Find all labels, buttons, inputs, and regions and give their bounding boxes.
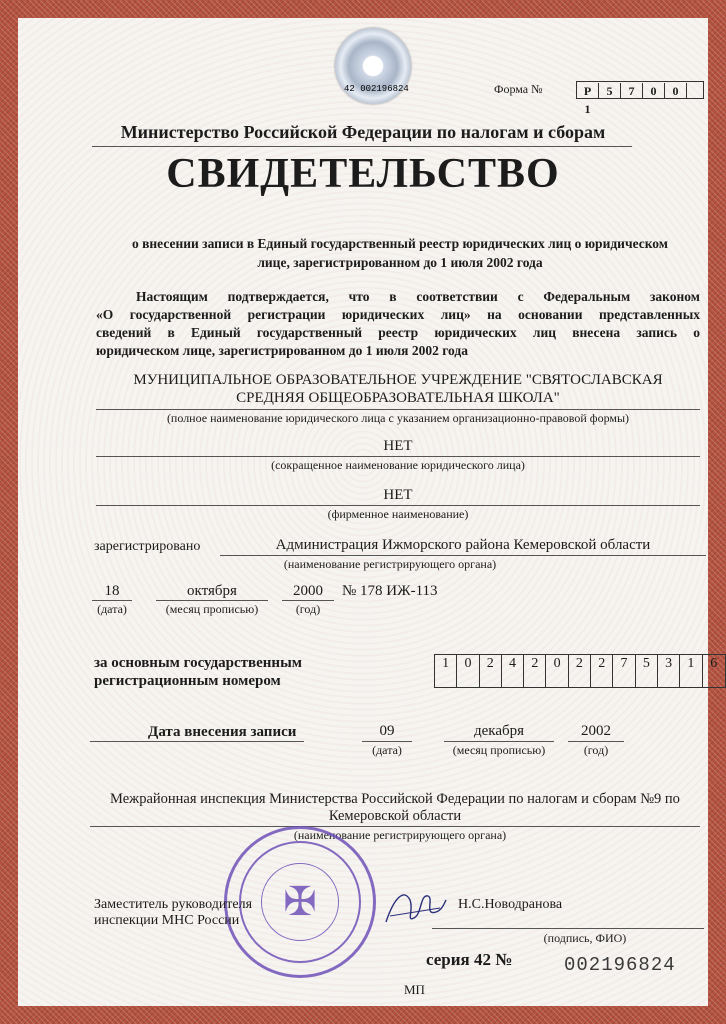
body-line-4: юридическом лице, зарегистрированном до 1 июля 2002 года (96, 343, 468, 358)
ogrn-digit: 2 (569, 655, 591, 687)
inspection-name-line-1: Межрайонная инспекция Министерства Российской Федерации по налогам и сборам №9 по (110, 791, 680, 807)
hologram-serial: 42 002196824 (344, 84, 409, 94)
ogrn-digit: 2 (524, 655, 546, 687)
entity-full-name-line-2: СРЕДНЯЯ ОБЩЕОБРАЗОВАТЕЛЬНАЯ ШКОЛА" (236, 390, 560, 406)
inspection-underline (90, 826, 700, 827)
entry-day-underline (362, 741, 412, 742)
registration-day: 18 (104, 583, 120, 599)
entity-short-name: НЕТ (383, 438, 413, 454)
ogrn-label-line-1: за основным государственным (94, 655, 303, 671)
registration-authority: Администрация Ижморского района Кемеровской области (275, 537, 651, 553)
ogrn-digit: 3 (658, 655, 680, 687)
entry-month-underline (444, 741, 554, 742)
ogrn-digit: 4 (502, 655, 524, 687)
inspection-caption: (наименование регистрирующего органа) (293, 828, 507, 842)
signatory-title-line-2: инспекции МНС России (94, 913, 240, 928)
series-label: серия 42 № (426, 950, 513, 969)
form-digit: 0 (665, 83, 687, 99)
document-title: СВИДЕТЕЛЬСТВО (166, 151, 560, 197)
stamp-place-label: МП (404, 982, 425, 997)
ogrn-digit: 1 (680, 655, 702, 687)
full-name-caption: (полное наименование юридического лица с указанием организационно-правовой формы) (166, 411, 630, 425)
entry-day-caption: (дата) (372, 743, 402, 757)
inspection-name-line-2: Кемеровской области (328, 808, 462, 824)
subtitle-line-1: о внесении записи в Единый государственный реестр юридических лиц о юридическом (131, 236, 669, 251)
ministry-underline (92, 146, 632, 147)
entry-day: 09 (379, 723, 395, 739)
entity-brand-name: НЕТ (383, 487, 413, 503)
entry-month: декабря (473, 723, 525, 739)
ogrn-digit: 2 (480, 655, 502, 687)
signatory-title-line-1: Заместитель руководителя (94, 897, 253, 912)
ogrn-digit: 0 (546, 655, 568, 687)
registration-day-caption: (дата) (97, 602, 127, 616)
form-digit: 1 (584, 102, 591, 116)
signatory-name: Н.С.Новодранова (458, 897, 563, 912)
registration-year-underline (282, 600, 334, 601)
form-digit: Р (577, 83, 599, 99)
entry-date-label-underline (90, 741, 304, 742)
ogrn-digit: 1 (435, 655, 457, 687)
ogrn-digit: 5 (636, 655, 658, 687)
signature-icon (380, 878, 450, 938)
registered-label: зарегистрировано (94, 539, 201, 554)
entry-year-underline (568, 741, 624, 742)
body-line-3: сведений в Единый государственный реестр юридических лиц внесена запись о (96, 325, 700, 340)
series-number: 002196824 (564, 954, 676, 976)
ogrn-digit: 7 (613, 655, 635, 687)
registration-year-caption: (год) (295, 602, 321, 616)
entity-full-name-line-1: МУНИЦИПАЛЬНОЕ ОБРАЗОВАТЕЛЬНОЕ УЧРЕЖДЕНИЕ "СВЯТОСЛАВСКАЯ (133, 372, 663, 388)
ogrn-digit: 2 (591, 655, 613, 687)
form-digit: 7 (621, 83, 643, 99)
authority-caption: (наименование регистрирующего органа) (283, 557, 497, 571)
ogrn-digit: 6 (710, 656, 718, 671)
ogrn-digit: 0 (457, 655, 479, 687)
signature-caption: (подпись, ФИО) (543, 931, 627, 945)
registration-month-underline (156, 600, 268, 601)
body-line-1: Настоящим подтверждается, что в соответствии с Федеральным законом (136, 289, 700, 304)
entry-month-caption: (месяц прописью) (452, 743, 546, 757)
ministry-heading: Министерство Российской Федерации по налогам и сборам (120, 122, 606, 142)
registration-month: октября (187, 583, 237, 599)
registration-month-caption: (месяц прописью) (165, 602, 259, 616)
brand-name-caption: (фирменное наименование) (327, 507, 469, 521)
eagle-emblem-icon: ✠ (283, 879, 317, 924)
registration-year: 2000 (293, 583, 323, 599)
ogrn-label-line-2: регистрационным номером (94, 673, 281, 689)
form-number-box (576, 81, 704, 116)
signature-underline (432, 928, 704, 929)
entry-year: 2002 (581, 723, 611, 739)
brand-name-underline (96, 505, 700, 506)
registration-day-underline (92, 600, 132, 601)
form-digit: 0 (643, 83, 665, 99)
form-label: Форма № (494, 82, 543, 96)
authority-underline (220, 555, 706, 556)
registration-number: № 178 ИЖ-113 (342, 583, 438, 599)
subtitle-line-2: лице, зарегистрированном до 1 июля 2002 года (257, 255, 543, 270)
entry-year-caption: (год) (583, 743, 609, 757)
form-digit: 5 (599, 83, 621, 99)
entry-date-label: Дата внесения записи (148, 724, 297, 740)
short-name-caption: (сокращенное наименование юридического лица) (271, 458, 525, 472)
full-name-underline (96, 409, 700, 410)
body-line-2: «О государственной регистрации юридических лиц» на основании представленных (96, 307, 700, 322)
short-name-underline (96, 456, 700, 457)
ogrn-number-box (434, 654, 726, 688)
